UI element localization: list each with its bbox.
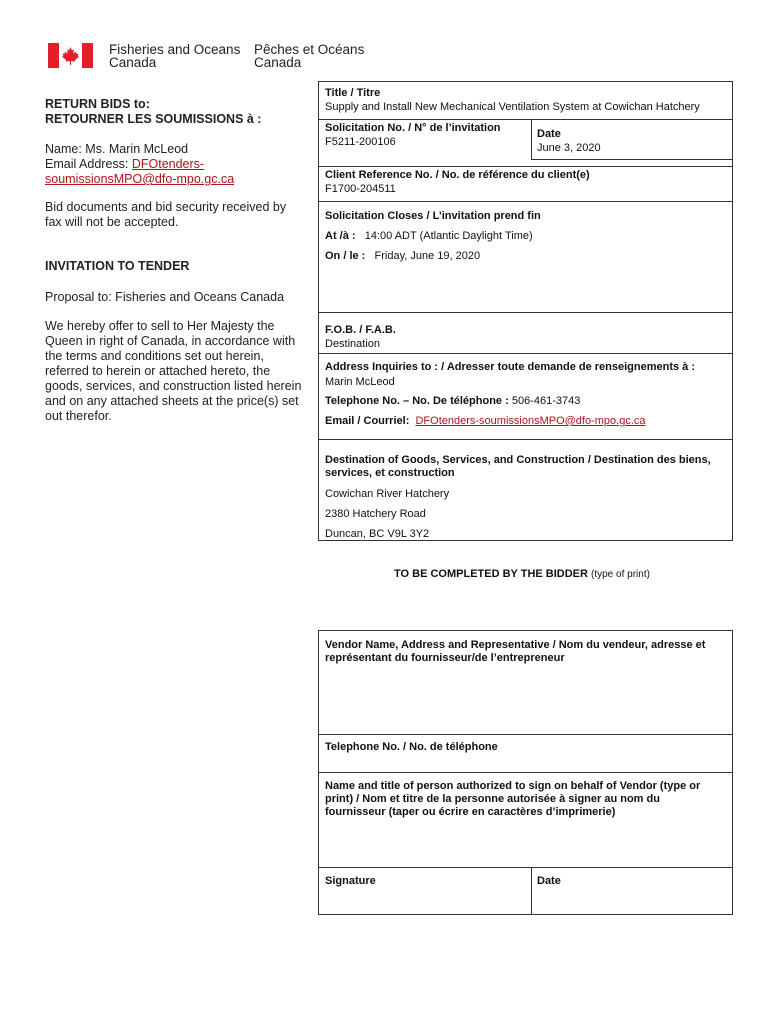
telephone-line: Telephone No. – No. De téléphone : 506-461-3743 xyxy=(325,395,581,407)
contact-name: Name: Ms. Marin McLeod xyxy=(45,142,189,156)
closes-on: On / le : Friday, June 19, 2020 xyxy=(325,250,481,262)
email-line: Email / Courriel: DFOtenders-soumissionsMPO@dfo-mpo.gc.ca xyxy=(325,415,646,427)
date-value: June 3, 2020 xyxy=(537,142,601,154)
vendor-telephone-label: Telephone No. / No. de téléphone xyxy=(325,741,498,753)
date-label: Date xyxy=(537,128,561,140)
closes-at: At /à : 14:00 ADT (Atlantic Daylight Time) xyxy=(325,230,533,242)
proposal-to: Proposal to: Fisheries and Oceans Canada xyxy=(45,290,285,304)
solicitation-info-box xyxy=(318,81,733,541)
solicitation-value: F5211-200106 xyxy=(325,136,396,148)
bidder-date-label: Date xyxy=(537,875,561,887)
client-ref-value: F1700-204511 xyxy=(325,183,396,195)
invitation-heading: INVITATION TO TENDER xyxy=(45,259,190,273)
org-name-en: Fisheries and Oceans Canada xyxy=(109,42,241,70)
email-link[interactable]: DFOtenders- xyxy=(131,157,205,171)
destination-line-1: Cowichan River Hatchery xyxy=(325,488,450,500)
closes-label: Solicitation Closes / L’invitation prend fin xyxy=(325,210,541,222)
fob-label: F.O.B. / F.A.B. xyxy=(325,324,396,336)
solicitation-label: Solicitation No. / N° de l’invitation xyxy=(325,122,501,134)
contact-block: Name: Ms. Marin McLeod Email Address: DFOtenders- soumissionsMPO@dfo-mpo.gc.ca xyxy=(45,142,235,186)
signer-label: Name and title of person authorized to sign on behalf of Vendor (type or print) / Nom et titre de la personne autorisée à signer au nom du fournisseur (taper ou écrire en caractères d’imprimerie) xyxy=(325,780,701,818)
canada-flag-logo xyxy=(48,43,93,68)
destination-line-2: 2380 Hatchery Road xyxy=(325,508,426,520)
offer-paragraph: We hereby offer to sell to Her Majesty the Queen in right of Canada, in accordance with the terms and conditions set out herein, referred to herein or attached hereto, the goods, services, and construction listed herein and on any attached sheets at the price(s) set out therefor. xyxy=(45,319,302,423)
bidder-box xyxy=(318,630,733,915)
title-value: Supply and Install New Mechanical Ventilation System at Cowichan Hatchery xyxy=(325,101,700,113)
vendor-label: Vendor Name, Address and Representative / Nom du vendeur, adresse et représentant du fournisseur/de l’entrepreneur xyxy=(325,639,706,664)
client-ref-label: Client Reference No. / No. de référence du client(e) xyxy=(325,169,590,181)
bidder-heading: TO BE COMPLETED BY THE BIDDER (type of print) xyxy=(394,568,650,580)
fob-value: Destination xyxy=(325,338,381,350)
return-bids-heading: RETURN BIDS to: RETOURNER LES SOUMISSIONS à : xyxy=(45,97,262,126)
inquiries-email-link[interactable]: DFOtenders-soumissionsMPO@dfo-mpo.gc.ca xyxy=(415,415,646,427)
inquiries-label: Address Inquiries to : / Adresser toute demande de renseignements à : xyxy=(325,361,696,373)
destination-label: Destination of Goods, Services, and Construction / Destination des biens, services, et construction xyxy=(325,454,711,479)
email-link-cont[interactable]: soumissionsMPO@dfo-mpo.gc.ca xyxy=(45,172,235,186)
destination-line-3: Duncan, BC V9L 3Y2 xyxy=(325,528,430,540)
bid-fax-note: Bid documents and bid security received by fax will not be accepted. xyxy=(45,200,287,229)
org-name-fr: Pêches et Océans Canada xyxy=(254,42,365,70)
inquiries-value: Marin McLeod xyxy=(325,376,395,388)
signature-label: Signature xyxy=(325,875,376,887)
title-label: Title / Titre xyxy=(325,87,381,99)
